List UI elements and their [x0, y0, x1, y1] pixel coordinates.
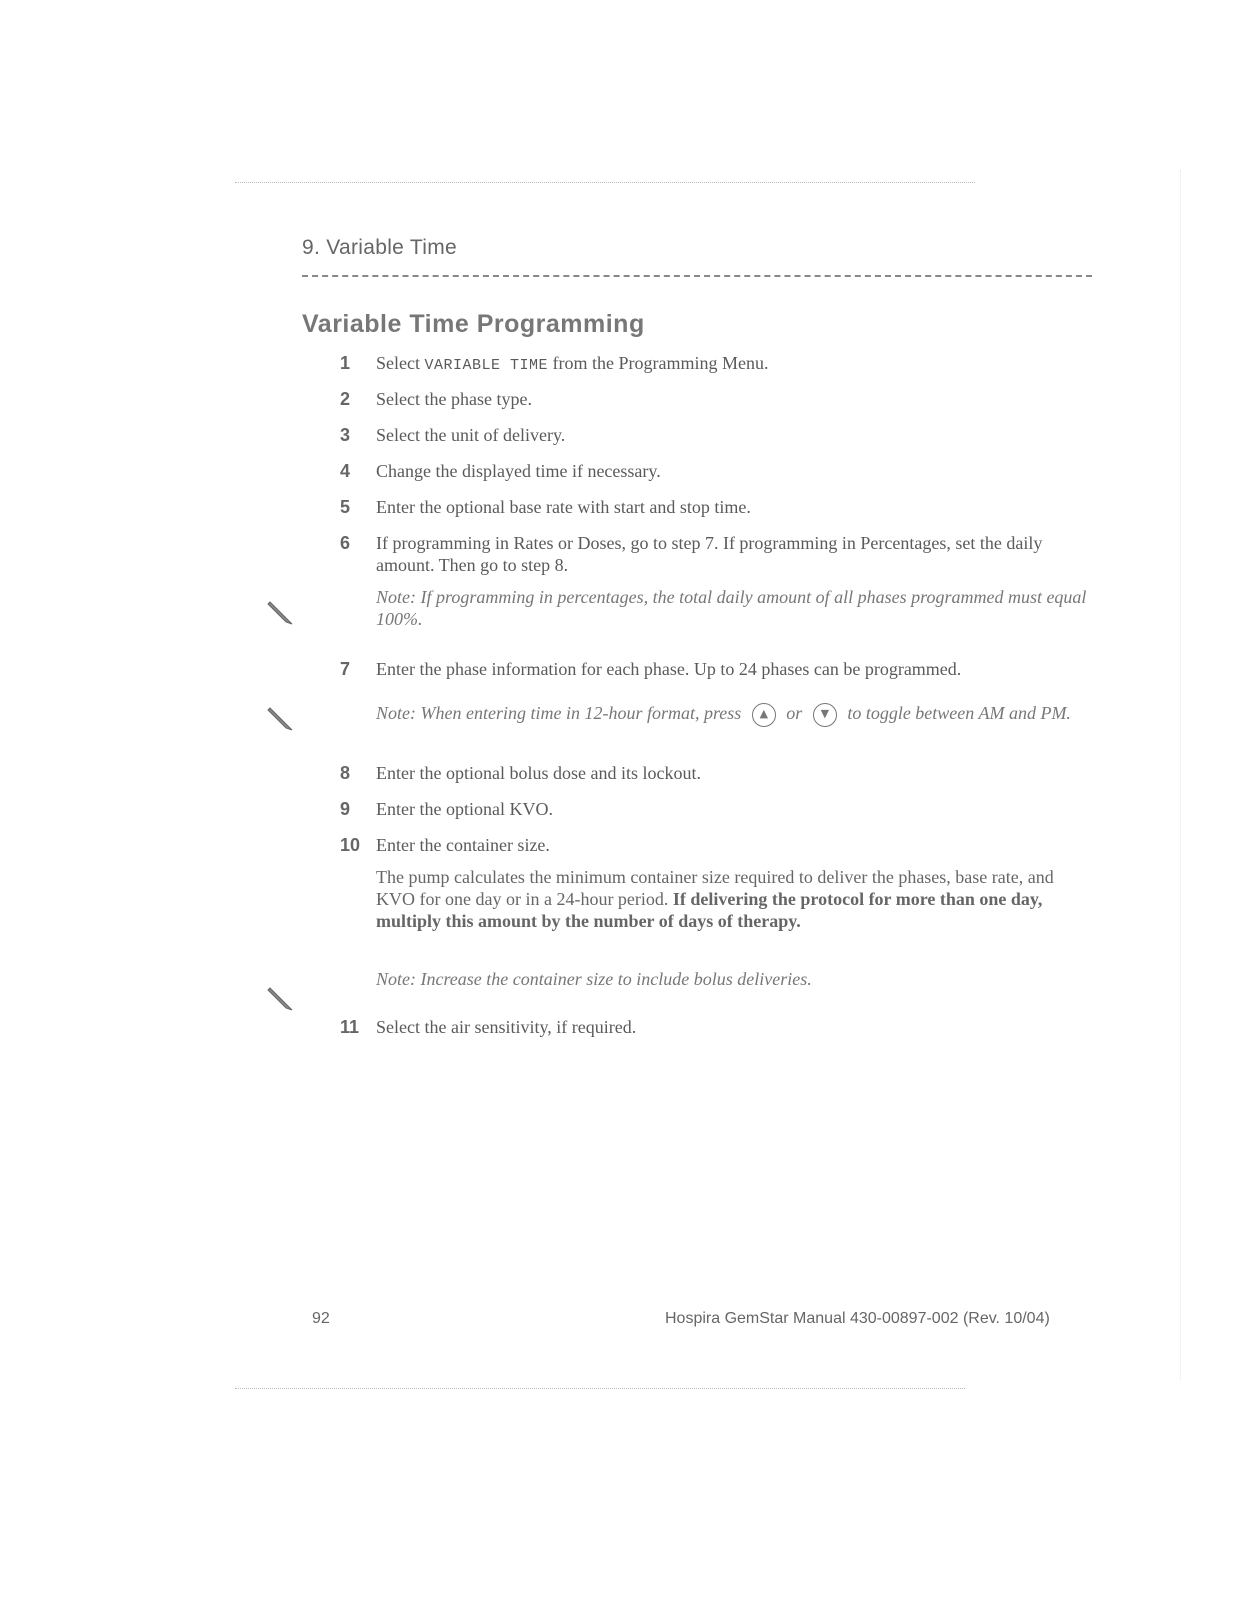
step-text: Select the phase type.	[376, 389, 532, 409]
step-number: 11	[340, 1017, 360, 1037]
note-percentages: Note: If programming in percentages, the total daily amount of all phases programmed must equal 100%.	[376, 587, 1087, 629]
multi-day-instruction: If delivering the protocol for more than one day, multiply this amount by the number of days of therapy.	[376, 889, 1043, 931]
pencil-note-icon	[266, 598, 296, 628]
page-number: 92	[312, 1310, 330, 1327]
container-size-explanation: The pump calculates the minimum container size required to deliver the phases, base rate, and KVO for one day or in a 24-hour period. If delivering the protocol for more than one day, multiply this amount by the number of days of therapy.	[376, 867, 1054, 931]
step-number: 1	[340, 353, 351, 373]
step-number: 9	[340, 799, 351, 819]
step-text: Select the unit of delivery.	[376, 425, 566, 445]
pencil-note-icon	[266, 704, 296, 734]
step-number: 5	[340, 497, 351, 517]
step-text: Enter the container size.	[376, 835, 550, 855]
step-number: 6	[340, 533, 351, 553]
step-number: 8	[340, 763, 351, 783]
note-bolus: Note: Increase the container size to include bolus deliveries.	[376, 969, 812, 989]
step-text: Select VARIABLE TIME from the Programming Menu.	[376, 353, 769, 374]
step-text: Enter the optional base rate with start and stop time.	[376, 497, 751, 517]
step-text: Enter the optional KVO.	[376, 799, 553, 819]
step-number: 2	[340, 389, 351, 409]
step-text: Select the air sensitivity, if required.	[376, 1017, 637, 1037]
note-time-format: Note: When entering time in 12-hour format, press ▲ or ▼ to toggle between AM and PM.	[376, 702, 1096, 727]
pencil-note-icon	[266, 984, 296, 1014]
scan-edge-marks	[1180, 170, 1201, 1380]
section-header: 9. Variable Time	[302, 236, 457, 259]
step-text: If programming in Rates or Doses, go to step 7. If programming in Percentages, set the daily amount. Then go to step 8.	[376, 533, 1043, 575]
step-number: 3	[340, 425, 351, 445]
scan-artifact-top	[235, 182, 975, 183]
step-text: Change the displayed time if necessary.	[376, 461, 661, 481]
scan-artifact-bottom	[235, 1388, 965, 1389]
manual-reference: Hospira GemStar Manual 430-00897-002 (Rev. 10/04)	[665, 1310, 1050, 1327]
step-number: 10	[340, 835, 361, 855]
down-arrow-key-icon: ▼	[813, 703, 837, 727]
up-arrow-key-icon: ▲	[752, 703, 776, 727]
header-rule	[302, 275, 1092, 277]
step-text: Enter the optional bolus dose and its lockout.	[376, 763, 701, 783]
step-number: 4	[340, 461, 351, 481]
step-text: Enter the phase information for each phase. Up to 24 phases can be programmed.	[376, 659, 962, 679]
step-number: 7	[340, 659, 351, 679]
menu-option-code: VARIABLE TIME	[424, 357, 549, 374]
page-title: Variable Time Programming	[302, 310, 645, 338]
